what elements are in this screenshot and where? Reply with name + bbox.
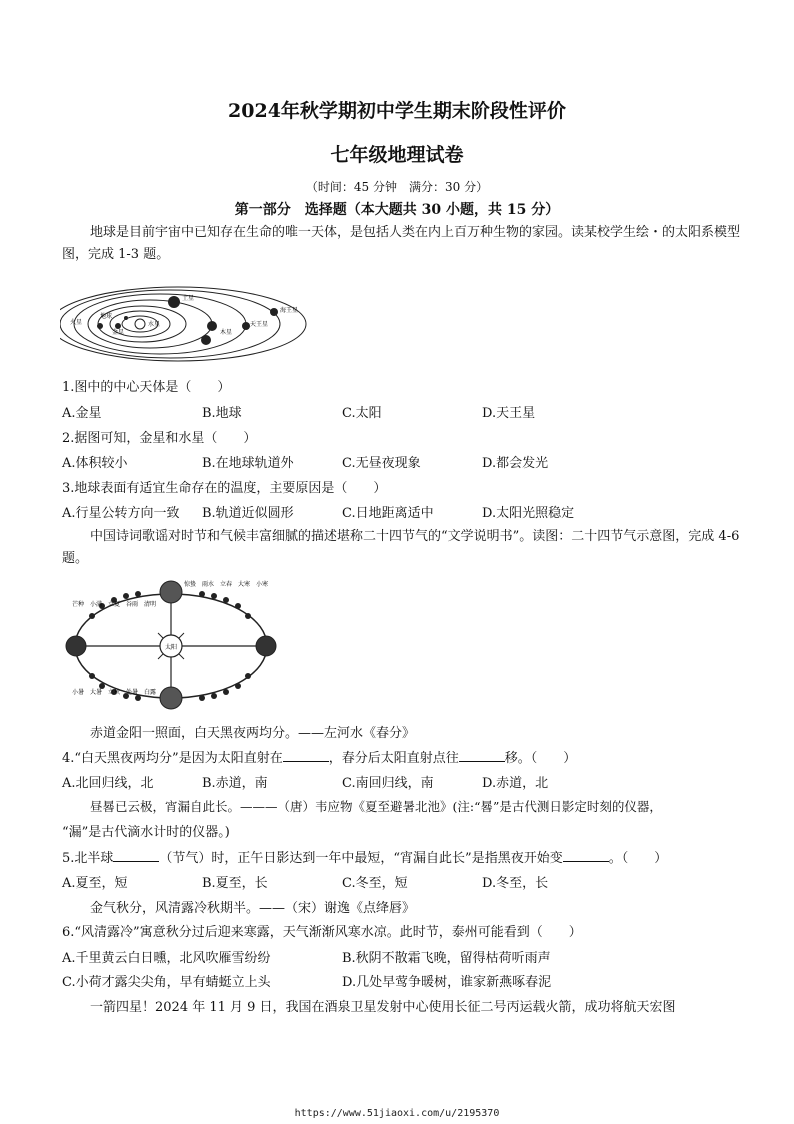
page-title: 2024年秋学期初中学生期末阶段性评价 [228,100,566,122]
question-5: 5.北半球 （节气）时，正午日影达到一年中最短，“宵漏自此长”是指黑夜开始变 。（ ） [62,851,668,866]
q5-blank-2[interactable] [563,849,609,862]
question-6: 6.“风清露冷”寓意秋分过后迎来寒露，天气渐渐风寒水凉。此时节，泰州可能看到（ ） [62,925,582,940]
q6-option-b[interactable]: B.秋阴不散霜飞晚，留得枯荷听雨声 [342,951,551,966]
intro-paragraph-2: 中国诗词歌谣对时节和气候丰富细腻的描述堪称二十四节气的“文学说明书”。读图：二十四节气示意图，完成 4-6 题。 [62,529,740,566]
earth-right [256,636,276,656]
poem-1: 赤道金阳一照面，白天黑夜两均分。——左河水《春分》 [90,726,416,741]
poem-3: 金气秋分，风清露冷秋期半。——（宋）谢逸《点绛唇》 [90,901,416,916]
q3-option-a[interactable]: A.行星公转方向一致 [62,506,180,521]
footer-url[interactable]: https://www.51jiaoxi.com/u/2195370 [294,1108,500,1119]
poem-2-line-2: “漏”是古代滴水计时的仪器。) [62,825,230,840]
earth-winter [160,687,182,709]
q2-option-d[interactable]: D.都会发光 [482,456,549,471]
earth-summer [160,581,182,603]
q4-option-d[interactable]: D.赤道，北 [482,776,549,791]
page-subtitle: 七年级地理试卷 [330,144,464,166]
q3-option-d[interactable]: D.太阳光照稳定 [482,506,575,521]
question-1: 1.图中的中心天体是（ ） [62,380,231,395]
q3-option-b[interactable]: B.轨道近似圆形 [202,506,294,521]
exam-meta: （时间：45 分钟 满分：30 分） [305,180,489,194]
solar-label-5: 水星 [148,321,161,328]
q3-option-c[interactable]: C.日地距离适中 [342,506,434,521]
solar-label-0: 海王星 [280,307,299,314]
q4-blank-2[interactable] [459,749,505,762]
sun-label: 太阳 [164,644,178,651]
q6-option-a[interactable]: A.千里黄云白日曛，北风吹雁雪纷纷 [62,951,271,966]
q5-option-a[interactable]: A.夏至，短 [62,876,128,891]
q2-option-b[interactable]: B.在地球轨道外 [202,456,294,471]
q6-option-c[interactable]: C.小荷才露尖尖角，早有蜻蜓立上头 [62,975,271,990]
q4-option-b[interactable]: B.赤道，南 [202,776,268,791]
intro-paragraph-3: 一箭四星！2024 年 11 月 9 日，我国在酒泉卫星发射中心使用长征二号丙运载火箭，成功将航天宏图 [90,1000,676,1015]
uranus-dot [242,322,250,330]
neptune-dot [270,308,278,316]
q5-option-c[interactable]: C.冬至，短 [342,876,408,891]
q4-option-c[interactable]: C.南回归线，南 [342,776,434,791]
saturn-dot [207,321,217,331]
section-heading: 第一部分 选择题（本大题共 30 小题，共 15 分） [234,202,560,218]
q4-option-a[interactable]: A.北回归线，北 [62,776,154,791]
q1-option-d[interactable]: D.天王星 [482,406,536,421]
solar-terms-diagram [62,576,280,712]
poem-2-line-1: 昼晷已云极，宵漏自此长。———（唐）韦应物《夏至避暑北池》(注:“晷”是古代测日影定时刻的仪器， [90,799,662,814]
solar-label-2: 天王星 [250,321,269,328]
solar-label-7: 地球 [100,313,113,320]
q6-option-d[interactable]: D.几处早莺争暖树，谁家新燕啄春泥 [342,975,552,990]
terms-bottom: 小暑 大暑 立秋 处暑 白露 [72,689,157,696]
q5-option-d[interactable]: D.冬至，长 [482,876,549,891]
earth-left [66,636,86,656]
q5-option-b[interactable]: B.夏至，长 [202,876,268,891]
question-3: 3.地球表面有适宜生命存在的温度，主要原因是（ ） [62,481,387,496]
q1-option-a[interactable]: A.金星 [62,406,102,421]
solar-label-1: 土星 [182,295,195,302]
q5-blank-1[interactable] [113,849,159,862]
question-4: 4.“白天黑夜两均分”是因为太阳直射在 ，春分后太阳直射点往 移。（ ） [62,751,577,766]
intro-paragraph-1: 地球是目前宇宙中已知存在生命的唯一天体，是包括人类在内上百万种生物的家园。读某校学生绘・的太阳系模型图，完成 1-3 题。 [62,225,741,262]
q2-option-c[interactable]: C.无昼夜现象 [342,456,421,471]
terms-top-left: 芒种 小满 立夏 谷雨 清明 [72,601,157,608]
terms-top-right: 惊蛰 雨水 立春 大寒 小寒 [184,581,269,588]
q4-blank-1[interactable] [283,749,329,762]
q1-option-c[interactable]: C.太阳 [342,406,382,421]
solar-label-3: 木星 [220,329,233,336]
q1-option-b[interactable]: B.地球 [202,406,242,421]
solar-label-6: 金星 [112,329,125,336]
question-2: 2.据图可知，金星和水星（ ） [62,431,257,446]
jupiter-dot [168,296,180,308]
q2-option-a[interactable]: A.体积较小 [62,456,128,471]
solar-label-4: 火星 [70,319,83,326]
solar-system-diagram [60,282,310,362]
